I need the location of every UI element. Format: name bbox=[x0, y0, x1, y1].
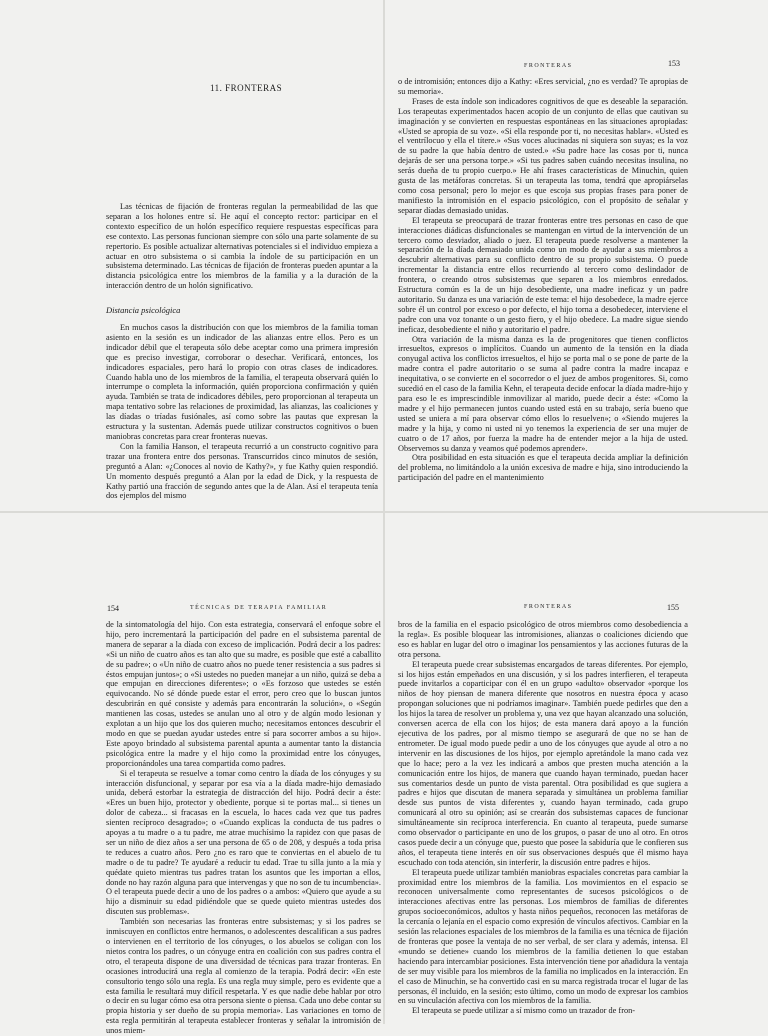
page-155 bbox=[384, 512, 768, 1024]
paragraph: El terapeuta se preocupará de trazar fronteras entre tres personas en caso de que interacciones diádicas disfuncionales se mantengan en virtud de la intervención de un tercero como desviador, aliado o juez. El terapeuta puede resolverse a mantener la separación de la díada demasiado unida como un modo de ayudar a sus miembros a descubrir alternativas para su conflicto dentro de su propio subsistema. O puede incrementar la distancia entre ellos recurriendo al tercero como deslindador de frontera, o creando otros subsistemas que separen a los miembros enredados. Estructura común es la de un hijo desobediente, una madre ineficaz y un padre autoritario. Su danza es una variación de este tema: el hijo desobedece, la madre ejerce sobre él un control por exceso o por defecto, el hijo torna a desobedecer, interviene el padre con una voz tonante o un gesto fiero, y el hijo obedece. La madre sigue siendo ineficaz, desobediente el niño y autoritario el padre. bbox=[398, 215, 688, 334]
page-number: 153 bbox=[668, 59, 680, 68]
chapter-intro bbox=[106, 202, 378, 292]
left-column-body bbox=[106, 323, 378, 511]
right-column-body bbox=[398, 77, 688, 507]
page-number: 154 bbox=[107, 604, 119, 613]
paragraph: En muchos casos la distribución con que los miembros de la familia toman asiento en la sesión es un indicador de las alianzas entre ellos. Pero es un indicador débil que el terapeuta sólo debe aceptar como una primera impresión que es preciso investigar, corroborar o desechar. Verificará, entonces, los indicadores espaciales, pero hará lo propio con otras clases de indicadores. Cuando habla uno de los miembros de la familia, el terapeuta observará quién lo interrumpe o completa la información, quién proporciona confirmación y quién ayuda. También se trata de indicadores débiles, pero proporcionan al terapeuta un mapa tentativo sobre las relaciones de proximidad, las alianzas, las coaliciones y las díadas o tríadas fusiónales, así como sobre las pautas que expresan la estructura y la sustentan. Además puede utilizar constructos cognitivos o buen maniobras concretas para crear fronteras nuevas. bbox=[106, 323, 378, 441]
paragraph: bros de la familia en el espacio psicológico de otros miembros como desobediencia a la regla». Es posible bloquear las intromisiones, alianzas o coaliciones diciendo que eso es hablar en lugar del otro o imaginar los pensamientos y las acciones futuras de la otra persona. bbox=[398, 620, 688, 659]
paragraph: El terapeuta se puede utilizar a sí mismo como un trazador de fron- bbox=[412, 1006, 636, 1016]
running-head: TÉCNICAS DE TERAPIA FAMILIAR bbox=[190, 605, 328, 611]
paragraph: También son necesarias las fronteras entre subsistemas; y si los padres se inmiscuyen en conflictos entre hermanos, o adolescentes descalifican a sus padres o intervienen en el territorio de los cónyuges, o los abuelos se coligan con los nietos contra los padres, o un cónyuge entra en coalición con sus padres contra el otro, el terapeuta dispone de una diversidad de técnicas para trazar fronteras. En ocasiones introducirá una regla al comienzo de la terapia. Podrá decir: «En este consultorio tengo sólo una regla. Es una regla muy simple, pero es evidente que a esta familia le resultará muy difícil respetarla. Y es que nadie debe hablar por otro o decir en su lugar cómo esa otra persona siente o piensa. Cada uno debe contar su propia historia y ser dueño de su propia memoria». Las variaciones en torno de esta regla permitirán al terapeuta establecer fronteras y señalar la intromisión de unos miem- bbox=[106, 917, 381, 1036]
page-153-right-column bbox=[384, 0, 768, 512]
paragraph: de la sintomatología del hijo. Con esta estrategia, conservará el enfoque sobre el hijo, pero incrementará la participación del padre en el subsistema parental de manera de separar a la díada con exceso de implicación. Podrá decir a los padres: «Si un niño de cuatro años es tan alto que su madre, es posible que esté a caballito de su padre»; o «Un niño de cuatro años no puede tener resistencia a sus padres si éstos empujan juntos»; o «Si ustedes no pueden manejar a un niño, quizá se deba a que empujan en direcciones diferentes»; o «Es forzoso que ustedes se estén equivocando. No sé dónde puede estar el error, pero creo que lo buscan juntos descubrirán en qué consiste y además para encontrarán la solución», o «Según mantienen las cosas, ustedes se anulan uno al otro y de algún modo lesionan y explotan a un hijo que los dos quieren mucho; necesitamos entonces descubrir el modo en que se puedan ayudar ustedes entre sí para socorrer ambos a su hijo». Este apoyo brindado al subsistema parental apunta a aumentar tanto la distancia psicológica entre la madre y el hijo como la proximidad entre los cónyuges, proporcionándoles una tarea compartida como padres. bbox=[106, 620, 381, 768]
page-154-body bbox=[106, 620, 381, 1036]
paragraph: El terapeuta puede utilizar también maniobras espaciales concretas para cambiar la proximidad entre los miembros de la familia. Los movimientos en el espacio se reconocen universalmente como representantes de sucesos psicológicos o de interacciones afectivas entre las personas. Los miembros de familias de diferentes grupos socioeconómicos, adultos y hasta niños pequeños, reconocen las metáforas de la cercanía o lejanía en el espacio como expresión de vínculos afectivos. Cambiar en la sesión las relaciones espaciales de los miembros de la familia es una técnica de fijación de fronteras que posee la ventaja de no ser verbal, de ser clara y además, intensa. El «mundo se detiene» cuando los miembros de la familia detienen lo que estaban haciendo para intercambiar posiciones. Esta intervención tiene por añadidura la ventaja de ser muy visible para los miembros de la familia no implicados en la interacción. En el caso de Minuchin, se ha convertido casi en su marca registrada trocar el lugar de las personas, él incluido, en la sesión; esto último, como un modo de expresar los cambios en su vinculación afectiva con los miembros de la familia. bbox=[398, 867, 688, 1006]
paragraph: Otra variación de la misma danza es la de progenitores que tienen conflictos irresueltos, expresos o implícitos. Cuando un aumento de la tensión en la díada conyugal activa los conflictos irresueltos, el hijo se porta mal o se pone de parte de la madre contra el padre autoritario o se suma al padre contra la madre incapaz e inequitativa, o se convierte en el socorredor o el juez de ambos progenitores. Si, como sucedió en el caso de la familia Kehn, el terapeuta decide enfocar la díada madre-hijo y para eso le es imprescindible inmovilizar al marido, puede decir a éste: «Como la madre y el hijo permanecen juntos cuando usted está en su trabajo, sería bueno que usted se uniera a mí para observar cómo ellos lo resuelven»; o «Siendo mujeres la madre y la hija, y como ni usted ni yo tenemos la experiencia de ser una mujer de cuatro o de 17 años, por fuerza la madre ha de entender mejor a la hija de usted. Observemos su danza y veamos qué podemos aprender». bbox=[398, 334, 688, 453]
page-154 bbox=[0, 512, 384, 1036]
page-153-left-column bbox=[0, 0, 384, 512]
paragraph: El terapeuta puede crear subsistemas encargados de tareas diferentes. Por ejemplo, si los hijos están empeñados en una discusión, y si los padres interfieren, el terapeuta puede invitarlos a coparticipar con él en un grupo «adulto» observador «porque los niños de hoy piensan de manera diferente que nosotros en nuestra época y acaso propongan soluciones que ni podríamos imaginar». También puede pedirles que den a los hijos la tarea de resolver un problema y, una vez que hayan alcanzado una solución, conversen acerca de ella con los hijos; de esta manera dará apoyo a la función ejecutiva de los padres, por al mismo tiempo se asegurará de que no se han de entrometer. De igual modo puede pedir a uno de los cónyuges que ayude al otro a no intervenir en las discusiones de los hijos, por ejemplo apretándole la mano cada vez que lo hace; pero a la vez les indicará a ambos que presten mucha atención a la comunicación entre los hijos, de manera que cuando hayan terminado, puedan hacer sus comentarios desde un punto de vista parental. Otra posibilidad es que sugiera a padres e hijos que discutan de manera separada y simultánea un problema familiar desde sus puntos de vista diferentes y, cuando hayan terminado, cada grupo comunicará al otro su opinión; así se crearán dos subsistemas capaces de funcionar simultáneamente sin recíproca interferencia. En cuanto al terapeuta, puede sumarse como observador o participante en uno de los grupos, o pasar de uno al otro. En otros casos puede decir a un cónyuge que, puesto que posee la sabiduría que le confieren sus años, el terapeuta tiene interés en oír sus observaciones después que él mismo haya escuchado con toda atención, sin interferir, la discusión entre padres e hijos. bbox=[398, 659, 688, 867]
page-number: 155 bbox=[667, 603, 679, 612]
paragraph: Si el terapeuta se resuelve a tomar como centro la díada de los cónyuges y su interacción disfuncional, y separar por esa vía a la díada madre-hijo demasiado unida, deberá estorbar la estrategia de distracción del hijo. Podrá decir a éste: «Eres un buen hijo, protector y obediente, porque si te portas mal... si tienes un dolor de cabeza... si fracasas en la escuela, lo haces cada vez que tus padres sienten recíproco desagrado»; o «Cuando explicas la conducta de tus padres o apoyas a tu madre o a tu padre, me atrae muchísimo la rapidez con que pasas de ser un niño de diez años a ser una persona de 65 o de 208, y después a toda prisa te reduces a cuatro años. Pero ¿no es raro que te conviertas en el abuelo de tu madre o de tu padre? Te ayudaré a reducir tu edad. Trae tu silla junto a la mía y quédate quieto mientras tus padres tratan los asuntos que les importan a ellos, donde no hay razón alguna para que intervengas y que no son de tu incumbencia». O el terapeuta puede decir a uno de los padres o a ambos: «Quiero que ayude a su hijo a disminuir su edad pidiéndole que se quede quieto mientras ustedes dos discuten sus problemas». bbox=[106, 768, 381, 917]
page-155-body bbox=[398, 620, 688, 1022]
section-heading: Distancia psicológica bbox=[106, 305, 181, 315]
paragraph: Otra posibilidad en esta situación es que el terapeuta decida ampliar la definición del problema, no limitándolo a la unión excesiva de madre e hija, sino introduciendo la participación del padre en el mantenimiento bbox=[398, 453, 688, 483]
paragraph: Frases de esta índole son indicadores cognitivos de que es deseable la separación. Los terapeutas experimentados hacen acopio de un conjunto de ellas que cautivan su imaginación y se convierten en respuestas espontáneas en las situaciones apropiadas: «Usted se apropia de su voz». «Si ella responde por ti, no necesitas hablar». «Usted es el ventrílocuo y ella el títere.» «Sus voces alucinadas ni siquiera son suyas; es la voz de su padre la que había dentro de usted.» «Su padre hace las cosas por ti, nunca dejarás de ser una persona torpe.» «Si tus padres saben cuándo necesitas insulina, no serás dueña de tu propio cuerpo.» He ahí frases características de Minuchin, quien gusta de las metáforas concretas. Si un terapeuta las toma, tendrá que apropiárselas como cosa personal; pero lo mejor es que escoja sus propias frases para poner de manifiesto la intromisión en el espacio psicológico, con el propósito de señalar y separar díadas demasiado unidas. bbox=[398, 96, 688, 215]
intro-paragraph: Las técnicas de fijación de fronteras regulan la permeabilidad de las que separan a los holones entre sí. He aquí el concepto rector: participar en el contexto específico de un holón específico requiere respuestas específicas para ese contexto. Las personas funcionan siempre con sólo una parte solamente de su repertorio. Es posible actualizar alternativas potenciales si el individuo empieza a actuar en otro subsistema o si cambia la índole de su participación en un subsistema determinado. Las técnicas de fijación de fronteras pueden apuntar a la distancia psicológica entre los miembros de la familia y a la duración de la interacción dentro de un holón significativo. bbox=[106, 202, 378, 291]
chapter-title: 11. FRONTERAS bbox=[210, 83, 283, 93]
running-head: FRONTERAS bbox=[524, 604, 573, 610]
running-head: FRONTERAS bbox=[524, 63, 573, 69]
paragraph: o de intromisión; entonces dijo a Kathy: «Eres servicial, ¿no es verdad? Te apropias de su memoria». bbox=[398, 77, 688, 96]
paragraph: Con la familia Hanson, el terapeuta recurrió a un constructo cognitivo para trazar una frontera entre dos personas. Transcurridos cinco minutos de sesión, preguntó a Alan: «¿Conoces al novio de Kathy?», y fue Kathy quien respondió. Un momento después preguntó a Alan por la edad de Dick, y la respuesta de Kathy partió una fracción de segundo antes que la de Alan. Así el terapeuta tenía dos ejemplos del mismo bbox=[106, 441, 378, 501]
